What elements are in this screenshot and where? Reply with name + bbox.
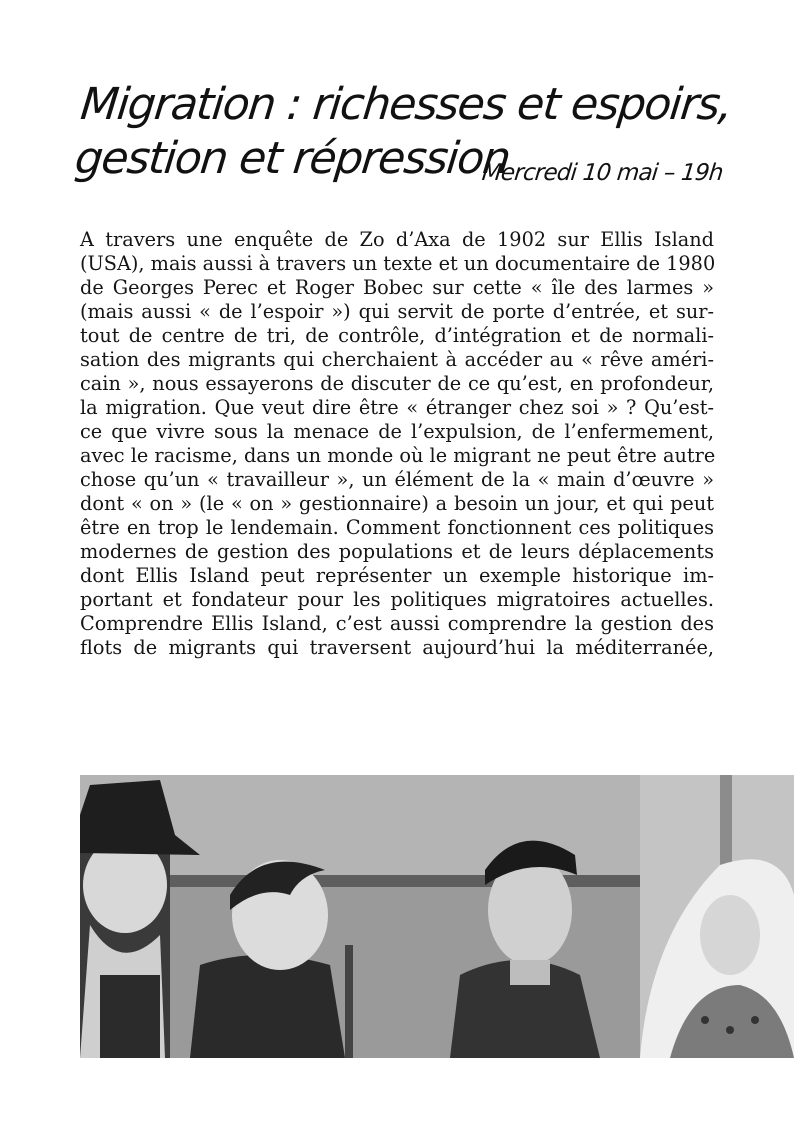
body-line: cain », nous essayerons de discuter de ce qu’est, en profondeur, — [80, 372, 714, 395]
body-line: (USA), mais aussi à travers un texte et un documentaire de 1980 — [80, 252, 716, 275]
body-line: chose qu’un « travailleur », un élément de la « main d’œuvre » — [80, 468, 714, 491]
body-line: portant et fondateur pour les politiques migratoires actuelles. — [80, 588, 714, 611]
body-line: la migration. Que veut dire être « étranger chez soi » ? Qu’est- — [80, 396, 714, 419]
migrants-photo — [80, 775, 794, 1058]
body-line: Comprendre Ellis Island, c’est aussi comprendre la gestion des — [80, 612, 714, 635]
body-line: (mais aussi « de l’espoir ») qui servit de porte d’entrée, et sur- — [80, 300, 714, 323]
body-line: tout de centre de tri, de contrôle, d’intégration et de normali- — [80, 324, 714, 347]
body-line: dont « on » (le « on » gestionnaire) a besoin un jour, et qui peut — [80, 492, 714, 515]
body-line: de Georges Perec et Roger Bobec sur cette « île des larmes » — [80, 276, 714, 299]
body-line: flots de migrants qui traversent aujourd’hui la méditerranée, — [80, 636, 714, 659]
body-line: modernes de gestion des populations et de leurs déplacements — [80, 540, 714, 563]
title-line-2: gestion et répression — [72, 133, 513, 184]
body-line: A travers une enquête de Zo d’Axa de 1902 sur Ellis Island — [80, 228, 714, 251]
body-line: être en trop le lendemain. Comment fonctionnent ces politiques — [80, 516, 714, 539]
body-paragraph — [80, 228, 714, 660]
body-line: dont Ellis Island peut représenter un exemple historique im- — [80, 564, 714, 587]
event-date: Mercredi 10 mai – 19h — [480, 160, 725, 186]
body-line: avec le racisme, dans un monde où le migrant ne peut être autre — [80, 444, 716, 467]
title-line-1: Migration : richesses et espoirs, — [78, 79, 734, 130]
body-line: ce que vivre sous la menace de l’expulsion, de l’enfermement, — [80, 420, 714, 443]
body-line: sation des migrants qui cherchaient à accéder au « rêve améri- — [80, 348, 714, 371]
